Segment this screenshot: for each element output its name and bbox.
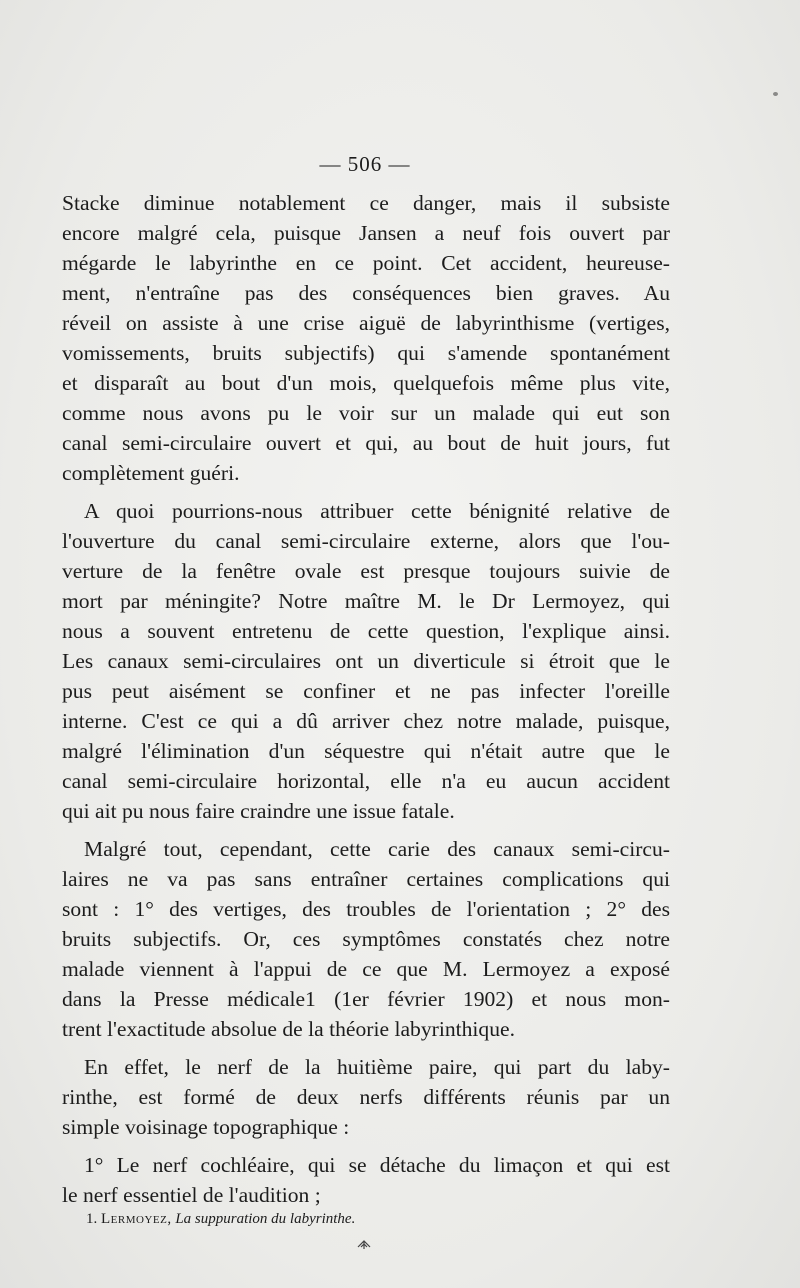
printer-ornament-icon — [356, 1238, 372, 1250]
text-line: ment, n'entraîne pas des conséquences bien graves. Au — [62, 281, 670, 305]
paragraph-5 — [62, 1150, 670, 1210]
text-line: vomissements, bruits subjectifs) qui s'amende spontanément — [62, 341, 670, 365]
footnote-number: 1. — [86, 1211, 98, 1227]
page-number: — 506 — — [319, 152, 411, 176]
footnote-author: Lermoyez, — [101, 1211, 172, 1227]
text-line: pus peut aisément se confiner et ne pas infecter l'oreille — [62, 679, 670, 703]
text-line: nous a souvent entretenu de cette question, l'explique ainsi. — [62, 619, 670, 643]
text-line: canal semi-circulaire horizontal, elle n'a eu aucun accident — [62, 769, 670, 793]
body-text — [62, 188, 670, 1210]
paragraph-4 — [62, 1052, 670, 1142]
text-line: interne. C'est ce qui a dû arriver chez notre malade, puisque, — [62, 709, 670, 733]
text-line: Les canaux semi-circulaires ont un diverticule si étroit que le — [62, 649, 670, 673]
text-line: bruits subjectifs. Or, ces symptômes constatés chez notre — [62, 927, 670, 951]
paragraph-2 — [62, 496, 670, 826]
text-line: comme nous avons pu le voir sur un malade qui eut son — [62, 401, 670, 425]
footnote-title: La suppuration du labyrinthe. — [175, 1211, 356, 1227]
text-line: réveil on assiste à une crise aiguë de labyrinthisme (vertiges, — [62, 311, 670, 335]
text-line: Stacke diminue notablement ce danger, mais il subsiste — [62, 191, 670, 215]
text-line: Malgré tout, cependant, cette carie des canaux semi-circu- — [84, 837, 670, 861]
text-line: encore malgré cela, puisque Jansen a neuf fois ouvert par — [62, 221, 670, 245]
text-line: malgré l'élimination d'un séquestre qui n'était autre que le — [62, 739, 670, 763]
text-line: sont : 1° des vertiges, des troubles de l'orientation ; 2° des — [62, 897, 670, 921]
paragraph-1 — [62, 188, 670, 488]
text-line: mort par méningite? Notre maître M. le Dr Lermoyez, qui — [62, 589, 670, 613]
text-line: rinthe, est formé de deux nerfs différents réunis par un — [62, 1085, 670, 1109]
text-line: En effet, le nerf de la huitième paire, qui part du laby- — [84, 1055, 670, 1079]
text-line: verture de la fenêtre ovale est presque toujours suivie de — [62, 559, 670, 583]
text-line: trent l'exactitude absolue de la théorie labyrinthique. — [62, 1017, 515, 1041]
text-line: malade viennent à l'appui de ce que M. Lermoyez a exposé — [62, 957, 670, 981]
text-line: complètement guéri. — [62, 461, 240, 485]
text-line: simple voisinage topographique : — [62, 1115, 350, 1139]
text-line: qui ait pu nous faire craindre une issue fatale. — [62, 799, 455, 823]
footnote — [86, 1211, 355, 1228]
text-line: laires ne va pas sans entraîner certaines complications qui — [62, 867, 670, 891]
text-line: mégarde le labyrinthe en ce point. Cet accident, heureuse- — [62, 251, 670, 275]
text-line: canal semi-circulaire ouvert et qui, au bout de huit jours, fut — [62, 431, 670, 455]
ink-speck — [773, 92, 778, 96]
text-line: le nerf essentiel de l'audition ; — [62, 1183, 321, 1207]
text-line: A quoi pourrions-nous attribuer cette bénignité relative de — [84, 499, 670, 523]
text-line: dans la Presse médicale1 (1er février 1902) et nous mon- — [62, 987, 670, 1011]
paragraph-3 — [62, 834, 670, 1044]
text-line: et disparaît au bout d'un mois, quelquefois même plus vite, — [62, 371, 670, 395]
text-line: 1° Le nerf cochléaire, qui se détache du limaçon et qui est — [84, 1153, 670, 1177]
text-line: l'ouverture du canal semi-circulaire externe, alors que l'ou- — [62, 529, 670, 553]
